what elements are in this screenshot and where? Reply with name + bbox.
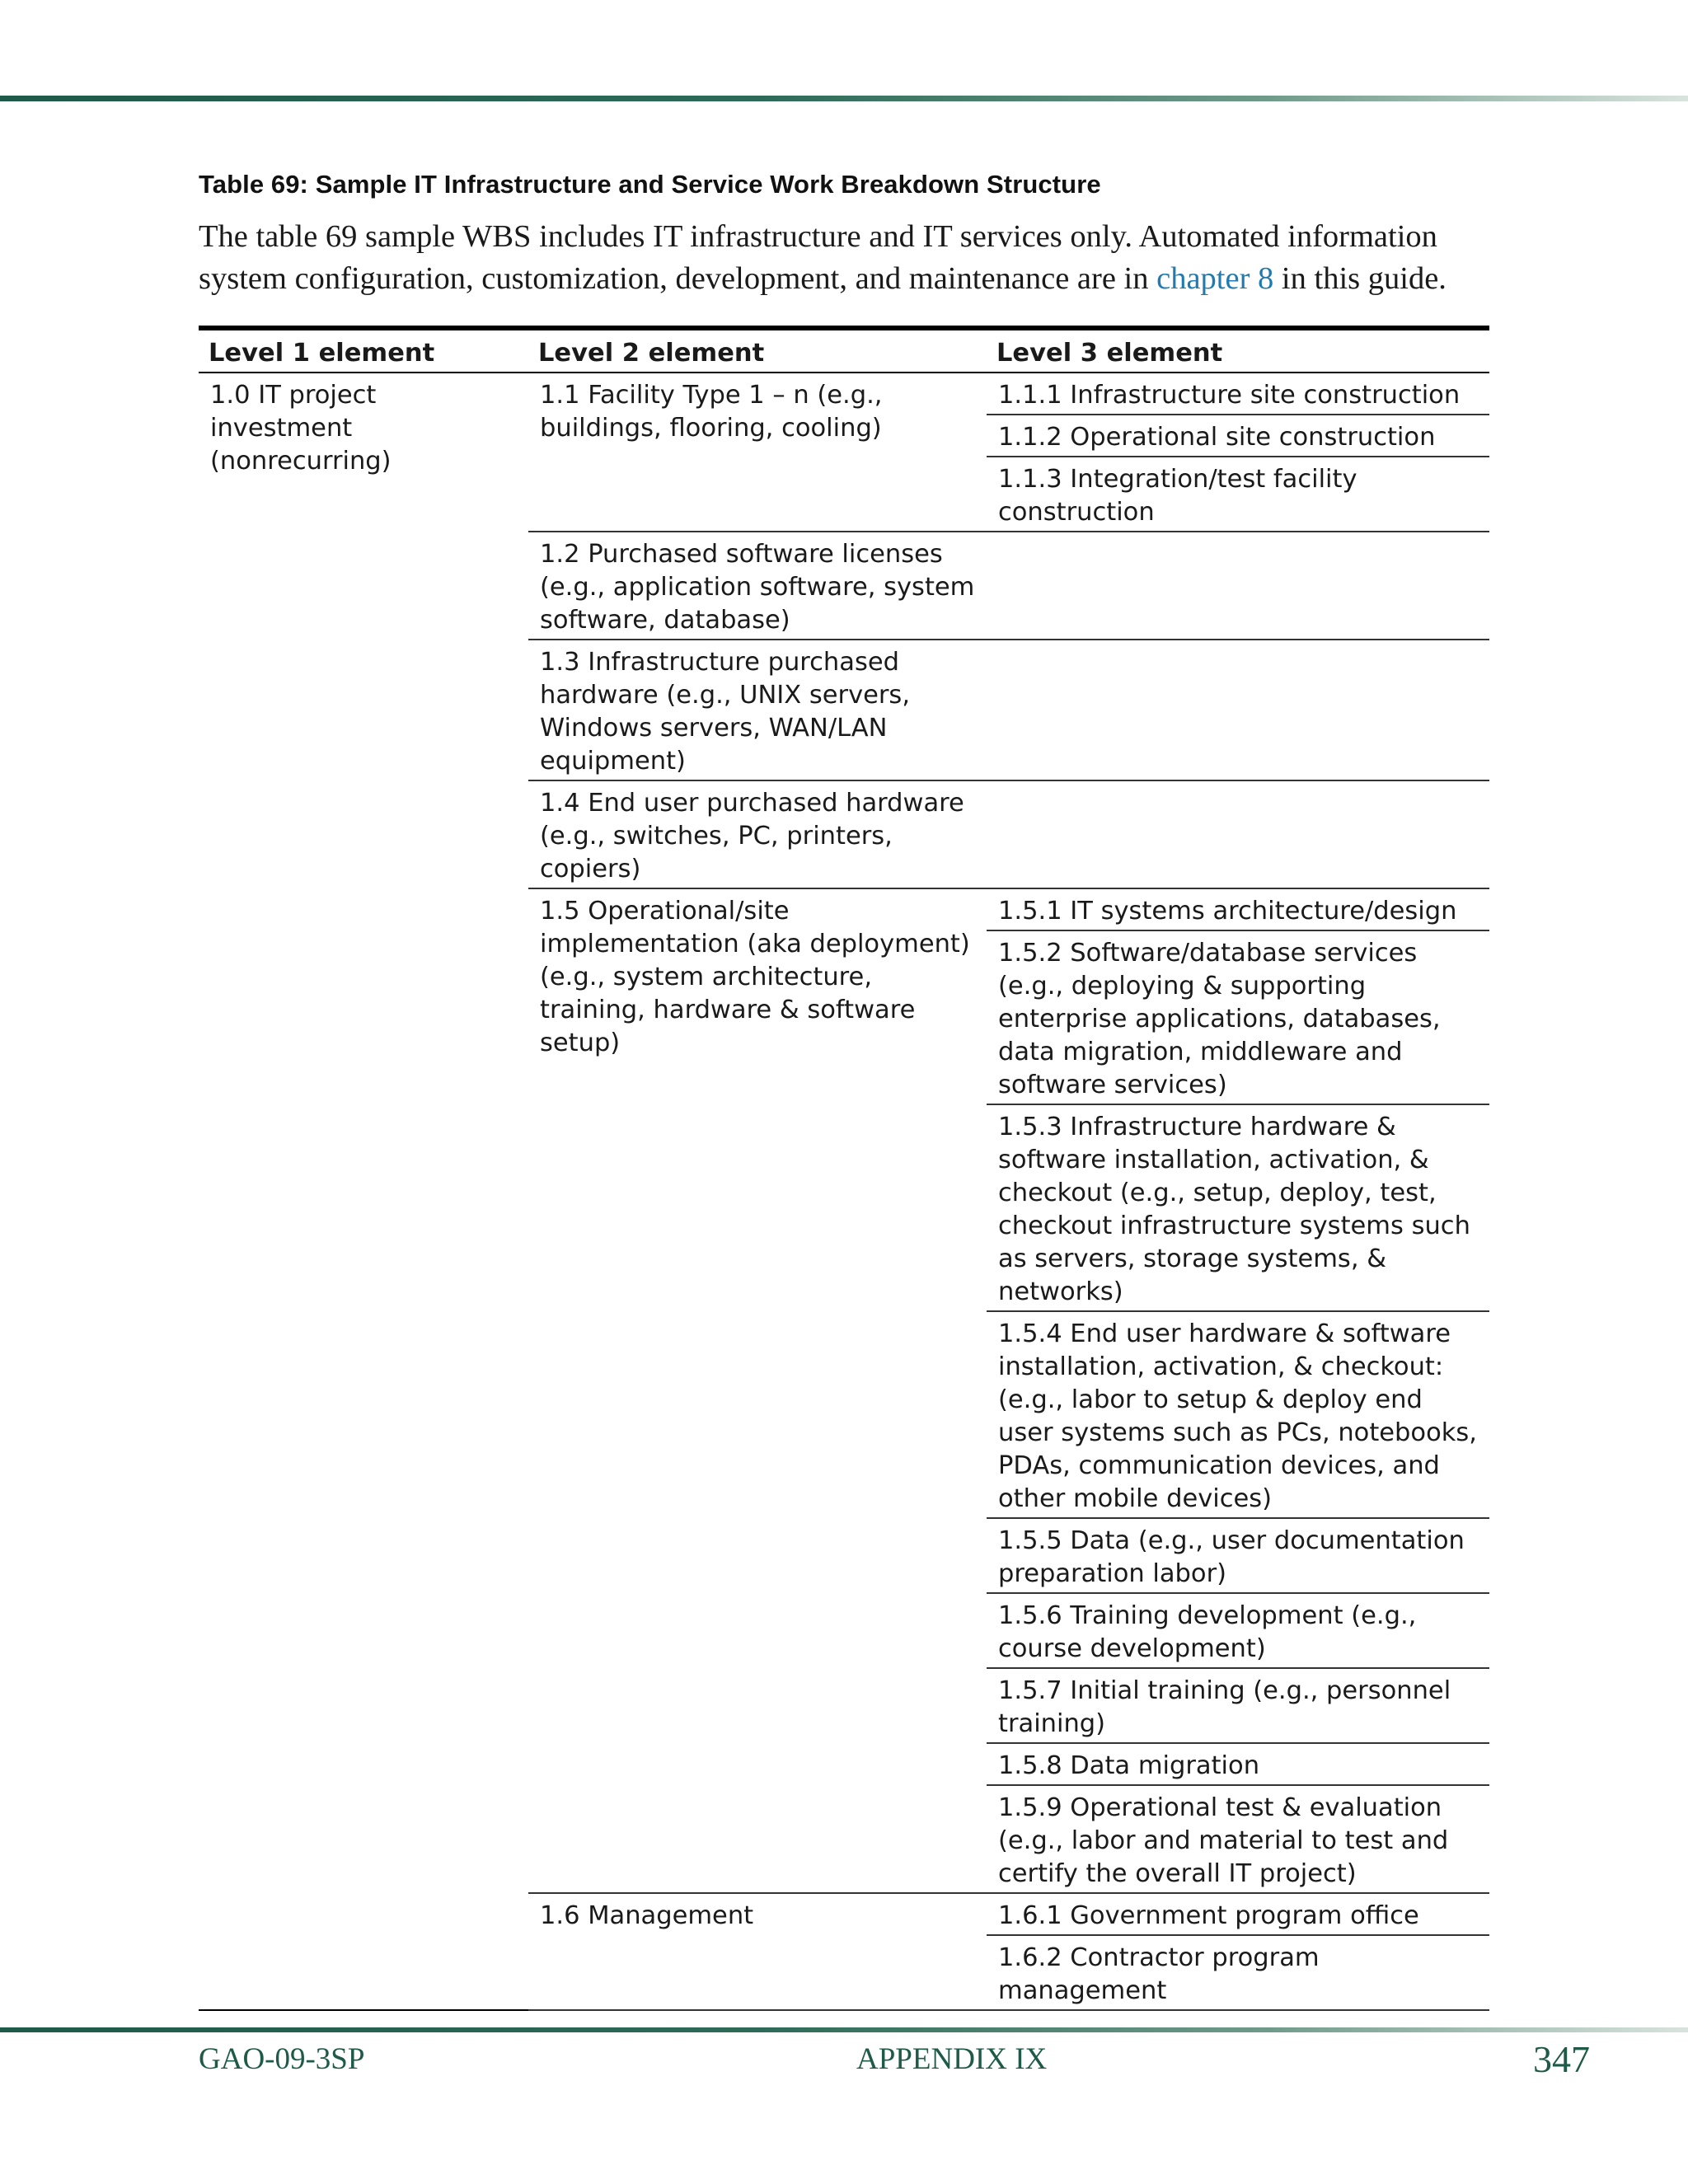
level3-cell: 1.5.9 Operational test & evaluation (e.g., labor and material to test and certify the overall IT project)	[987, 1785, 1489, 1893]
level3-cell: 1.6.2 Contractor program management	[987, 1935, 1489, 2010]
intro-text-end: in this guide.	[1273, 261, 1447, 296]
header-level-1: Level 1 element	[199, 328, 528, 373]
level3-cell: 1.1.1 Infrastructure site construction	[987, 373, 1489, 415]
footer-rule	[0, 2027, 1688, 2032]
table-header-row	[199, 328, 1489, 373]
level2-cell: 1.3 Infrastructure purchased hardware (e.g., UNIX servers, Windows servers, WAN/LAN equipment)	[528, 640, 987, 780]
level3-cell: 1.6.1 Government program office	[987, 1893, 1489, 1935]
level3-cell: 1.5.5 Data (e.g., user documentation preparation labor)	[987, 1518, 1489, 1593]
level3-cell: 1.5.7 Initial training (e.g., personnel training)	[987, 1668, 1489, 1743]
table-caption: Table 69: Sample IT Infrastructure and Service Work Breakdown Structure	[199, 170, 1101, 199]
level3-empty-cell	[987, 532, 1489, 640]
level2-cell: 1.4 End user purchased hardware (e.g., switches, PC, printers, copiers)	[528, 780, 987, 888]
level3-cell: 1.1.3 Integration/test facility construction	[987, 457, 1489, 532]
level3-empty-cell	[987, 780, 1489, 888]
level1-cell: 1.0 IT project investment (nonrecurring)	[199, 373, 528, 2010]
header-level-2: Level 2 element	[528, 328, 987, 373]
wbs-table	[199, 326, 1489, 2011]
table-row	[199, 373, 1489, 415]
footer-section: APPENDIX IX	[856, 2042, 1048, 2076]
chapter-8-link[interactable]: chapter 8	[1156, 261, 1274, 296]
level3-cell: 1.5.8 Data migration	[987, 1743, 1489, 1785]
level2-cell: 1.1 Facility Type 1 – n (e.g., buildings, flooring, cooling)	[528, 373, 987, 532]
level3-cell: 1.1.2 Operational site construction	[987, 415, 1489, 457]
level2-cell: 1.5 Operational/site implementation (aka deployment) (e.g., system architecture, training, hardware & software setup)	[528, 888, 987, 1893]
level3-empty-cell	[987, 640, 1489, 780]
intro-paragraph	[199, 216, 1493, 300]
footer-report-number: GAO-09-3SP	[199, 2042, 365, 2076]
level3-cell: 1.5.2 Software/database services (e.g., deploying & supporting enterprise applications, databases, data migration, middleware and software services)	[987, 930, 1489, 1104]
intro-text: The table 69 sample WBS includes IT infrastructure and IT services only. Automated information system configuration, customization, development, and maintenance are in	[199, 219, 1437, 296]
level2-cell: 1.6 Management	[528, 1893, 987, 2010]
level3-cell: 1.5.3 Infrastructure hardware & software installation, activation, & checkout (e.g., setup, deploy, test, checkout infrastructure systems such as servers, storage systems, & networks)	[987, 1104, 1489, 1311]
page-number: 347	[1533, 2038, 1590, 2080]
level3-cell: 1.5.1 IT systems architecture/design	[987, 888, 1489, 930]
header-rule	[0, 96, 1688, 101]
level2-cell: 1.2 Purchased software licenses (e.g., application software, system software, database)	[528, 532, 987, 640]
header-level-3: Level 3 element	[987, 328, 1489, 373]
level3-cell: 1.5.6 Training development (e.g., course development)	[987, 1593, 1489, 1668]
level3-cell: 1.5.4 End user hardware & software installation, activation, & checkout: (e.g., labor to setup & deploy end user systems such as PCs, notebooks, PDAs, communication devices, and other mobile devices)	[987, 1311, 1489, 1518]
